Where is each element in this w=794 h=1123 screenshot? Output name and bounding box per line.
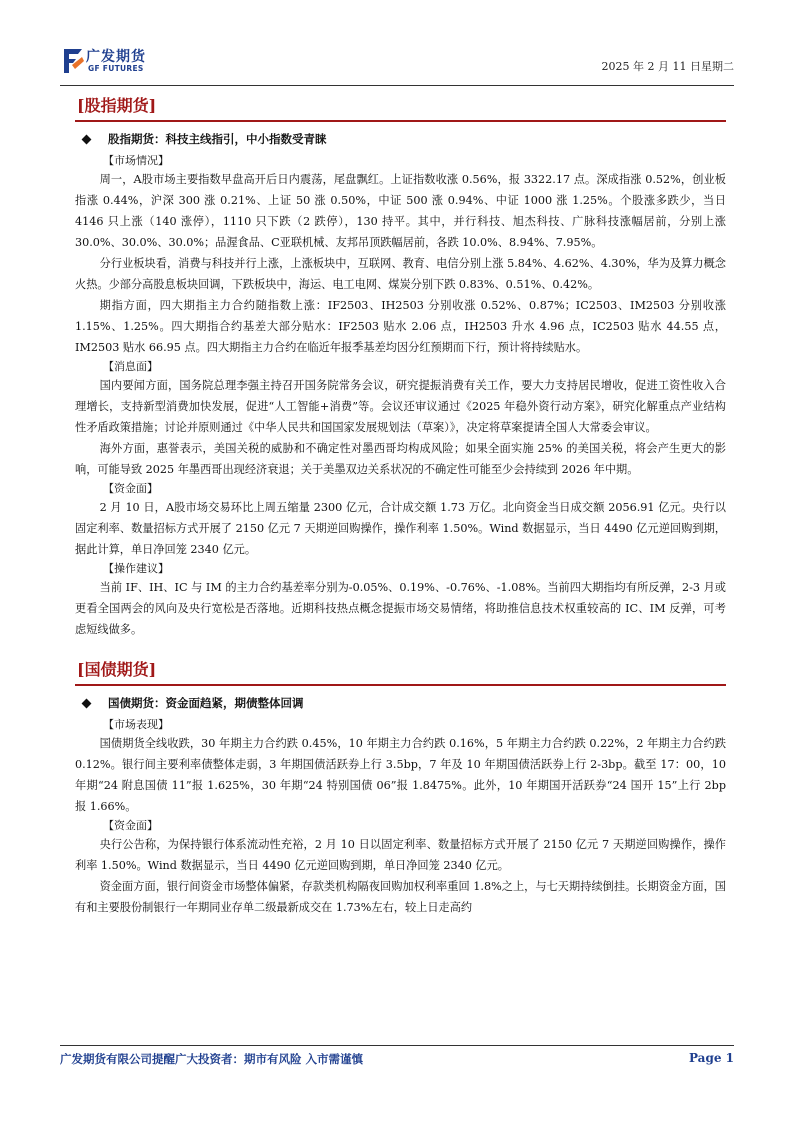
paragraph: 央行公告称，为保持银行体系流动性充裕，2 月 10 日以固定利率、数量招标方式开展了 2150 亿元 7 天期逆回购操作，操作利率 1.50%。Wind 数据显示，当日 4490 亿元逆回购到期，单日净回笼 2340 亿元。 bbox=[75, 838, 726, 872]
paragraph: 国内要闻方面，国务院总理李强主持召开国务院常务会议，研究提振消费有关工作，要大力支持居民增收，促进工资性收入合理增长，支持新型消费加快发展，促进“人工智能+消费”等。会议还审议通过《2025 年稳外资行动方案》，研究化解重点产业结构性矛盾政策措施；讨论并原则通过《中华人民共和国国家发展规划法（草案）》，决定将草案提请全国人大常委会审议。 bbox=[75, 379, 726, 434]
page-number: Page 1 bbox=[688, 1051, 734, 1065]
gf-futures-logo bbox=[60, 45, 180, 77]
block-tag: 【市场情况】 bbox=[103, 154, 169, 167]
section-subtitle bbox=[83, 694, 726, 712]
paragraph: 国债期货全线收跌，30 年期主力合约跌 0.45%，10 年期主力合约跌 0.16%，5 年期主力合约跌 0.22%，2 年期主力合约跌 0.12%。银行间主要利率债整体走弱，3 年期国债活跃券上行 3.5bp，7 年及 10 年期国债活跃券上行 2-3bp。截至 17：00，10 年期“24 附息国债 11”报 1.625%，30 年期“24 特别国债 06”报 1.8475%。此外，10 年期国开活跃券“24 国开 15”上行 2bp 报 1.66%。 bbox=[75, 737, 726, 813]
subtitle-text: 股指期货：科技主线指引，中小指数受青睐 bbox=[108, 132, 327, 146]
block-tag: 【市场表现】 bbox=[103, 718, 169, 731]
paragraph: 周一，A股市场主要指数早盘高开后日内震荡，尾盘飘红。上证指数收涨 0.56%，报 3322.17 点。深成指涨 0.52%，创业板指涨 0.44%，沪深 300 涨 0.21%、上证 50 涨 0.50%，中证 500 涨 0.94%、中证 1000 涨 1.25%。个股涨多跌少，当日 4146 只上涨（140 涨停），1110 只下跌（2 跌停），130 持平。其中，并行科技、旭杰科技、广脉科技涨幅居前，分别上涨 30.0%、30.0%、30.0%；品渥食品、C亚联机械、友邦吊顶跌幅居前，各跌 10.0%、8.94%、7.95%。 bbox=[75, 173, 726, 249]
section-stock-index-futures bbox=[75, 92, 726, 640]
subtitle-text: 国债期货：资金面趋紧，期债整体回调 bbox=[108, 696, 304, 710]
paragraph: 分行业板块看，消费与科技并行上涨，上涨板块中，互联网、教育、电信分别上涨 5.84%、4.62%、4.30%，华为及算力概念火热。少部分高股息板块回调，下跌板块中，海运、电工电网、煤炭分别下跌 0.83%、0.51%、0.42%。 bbox=[75, 257, 726, 291]
bullet-diamond-icon bbox=[82, 698, 92, 708]
block-tag: 【操作建议】 bbox=[103, 562, 169, 575]
logo-english-name: GF FUTURES bbox=[88, 64, 144, 73]
logo-chinese-name: 广发期货 bbox=[86, 49, 146, 65]
report-body bbox=[75, 92, 726, 918]
paragraph: 2 月 10 日，A股市场交易环比上周五缩量 2300 亿元，合计成交额 1.73 万亿。北向资金当日成交额 2056.91 亿元。央行以固定利率、数量招标方式开展了 2150 亿元 7 天期逆回购操作，操作利率 1.50%。Wind 数据显示，当日 4490 亿元逆回购到期，据此计算，单日净回笼 2340 亿元。 bbox=[75, 501, 726, 556]
page-header bbox=[60, 40, 734, 86]
paragraph: 当前 IF、IH、IC 与 IM 的主力合约基差率分别为-0.05%、0.19%、-0.76%、-1.08%。当前四大期指均有所反弹，2-3 月或更看全国两会的风向及央行宽松是否落地。近期科技热点概念提振市场交易情绪，将助推信息技术权重较高的 IC、IM 反弹，可考虑短线做多。 bbox=[75, 581, 726, 636]
section-treasury-futures bbox=[75, 656, 726, 918]
bullet-diamond-icon bbox=[82, 134, 92, 144]
section-subtitle bbox=[83, 130, 726, 148]
block-tag: 【资金面】 bbox=[103, 819, 158, 832]
risk-disclaimer: 广发期货有限公司提醒广大投资者：期市有风险 入市需谨慎 bbox=[60, 1052, 364, 1066]
section-title: [股指期货] bbox=[75, 92, 726, 122]
block-tag: 【资金面】 bbox=[103, 482, 158, 495]
paragraph: 期指方面，四大期指主力合约随指数上涨：IF2503、IH2503 分别收涨 0.52%、0.87%；IC2503、IM2503 分别收涨 1.15%、1.25%。四大期指合约基差大部分贴水：IF2503 贴水 2.06 点，IH2503 升水 4.96 点，IC2503 贴水 44.55 点，IM2503 贴水 66.95 点。四大期指主力合约在临近年报季基差均因分红预期而下行，预计将持续贴水。 bbox=[75, 299, 726, 354]
page-footer bbox=[60, 1045, 734, 1072]
block-tag: 【消息面】 bbox=[103, 360, 158, 373]
gf-logo-icon bbox=[60, 45, 86, 77]
paragraph: 资金面方面，银行间资金市场整体偏紧，存款类机构隔夜回购加权利率重回 1.8%之上，与七天期持续倒挂。长期资金方面，国有和主要股份制银行一年期同业存单二级最新成交在 1.73%左右，较上日走高约 bbox=[75, 880, 726, 914]
paragraph: 海外方面，惠誉表示，美国关税的威胁和不确定性对墨西哥均构成风险；如果全面实施 25% 的美国关税，将会产生更大的影响，可能导致 2025 年墨西哥出现经济衰退；关于美墨双边关系状况的不确定性可能至少会持续到 2026 年中期。 bbox=[75, 442, 726, 476]
report-date: 2025 年 2 月 11 日星期二 bbox=[601, 60, 734, 73]
section-title: [国债期货] bbox=[75, 656, 726, 686]
